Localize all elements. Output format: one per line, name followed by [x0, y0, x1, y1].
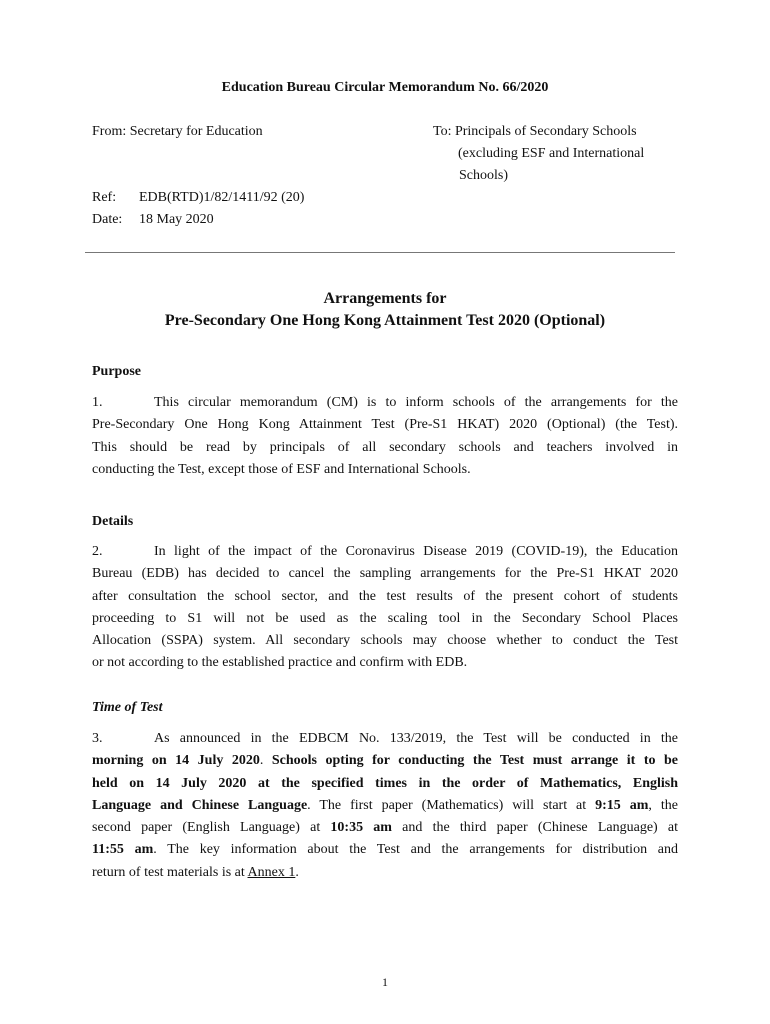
details-number: 2. — [92, 544, 103, 559]
date-value: 18 May 2020 — [139, 212, 214, 227]
details-line-4: proceeding to S1 will not be used as the scaling tool in the Secondary School Places — [92, 610, 678, 626]
time-line-3: held on 14 July 2020 at the specified times in the order of Mathematics, English — [92, 775, 678, 791]
details-line-5: Allocation (SSPA) system. All secondary schools may choose whether to conduct the Test — [92, 633, 678, 649]
purpose-line-4: conducting the Test, except those of ESF and International Schools. — [92, 461, 471, 477]
purpose-line-2: Pre-Secondary One Hong Kong Attainment Test (Pre-S1 HKAT) 2020 (Optional) (the Test). — [92, 417, 678, 433]
date-label: Date: — [92, 212, 123, 227]
to-line-1: To: Principals of Secondary Schools — [433, 124, 637, 139]
title-line-1: Arrangements for — [323, 290, 447, 307]
annex-1-link[interactable]: Annex 1 — [247, 864, 296, 880]
title-line-2: Pre-Secondary One Hong Kong Attainment Test 2020 (Optional) — [164, 312, 606, 329]
time-of-test-heading: Time of Test — [92, 700, 163, 715]
purpose-line-1: 1. This circular memorandum (CM) is to inform schools of the arrangements for the — [92, 392, 678, 414]
to-line-2: (excluding ESF and International — [458, 146, 645, 161]
ref-label: Ref: — [92, 190, 117, 205]
purpose-heading: Purpose — [92, 364, 141, 379]
time-line-4: Language and Chinese Language. The first paper (Mathematics) will start at 9:15 am, the — [92, 797, 678, 813]
purpose-line-3: This should be read by principals of all secondary schools and teachers involved in — [92, 439, 678, 455]
details-line-1: 2. In light of the impact of the Coronavirus Disease 2019 (COVID-19), the Education — [92, 541, 678, 563]
separator-rule — [85, 252, 675, 253]
time-line-2: morning on 14 July 2020. Schools opting for conducting the Test must arrange it to be — [92, 753, 678, 769]
details-line-3: after consultation the school sector, and the test results of the present cohort of students — [92, 588, 678, 604]
time-line-1: 3. As announced in the EDBCM No. 133/2019, the Test will be conducted in the — [92, 728, 678, 750]
details-line-2: Bureau (EDB) has decided to cancel the sampling arrangements for the Pre-S1 HKAT 2020 — [92, 566, 678, 582]
memo-title: Education Bureau Circular Memorandum No. 66/2020 — [221, 80, 549, 95]
time-line-5: second paper (English Language) at 10:35 am and the third paper (Chinese Language) at — [92, 820, 679, 836]
page-number: 1 — [382, 975, 388, 989]
details-heading: Details — [92, 514, 134, 529]
time-of-test-paragraph — [92, 728, 678, 884]
time-line-7: return of test materials is at Annex 1. — [92, 864, 299, 880]
time-line-6: 11:55 am. The key information about the Test and the arrangements for distribution and — [92, 842, 678, 858]
ref-value: EDB(RTD)1/82/1411/92 (20) — [139, 190, 305, 205]
purpose-paragraph — [92, 392, 678, 481]
from-line: From: Secretary for Education — [92, 124, 263, 139]
time-number: 3. — [92, 731, 103, 746]
to-line-3: Schools) — [459, 168, 508, 183]
details-paragraph — [92, 541, 678, 675]
purpose-number: 1. — [92, 395, 103, 410]
details-line-6: or not according to the established practice and confirm with EDB. — [92, 655, 468, 671]
